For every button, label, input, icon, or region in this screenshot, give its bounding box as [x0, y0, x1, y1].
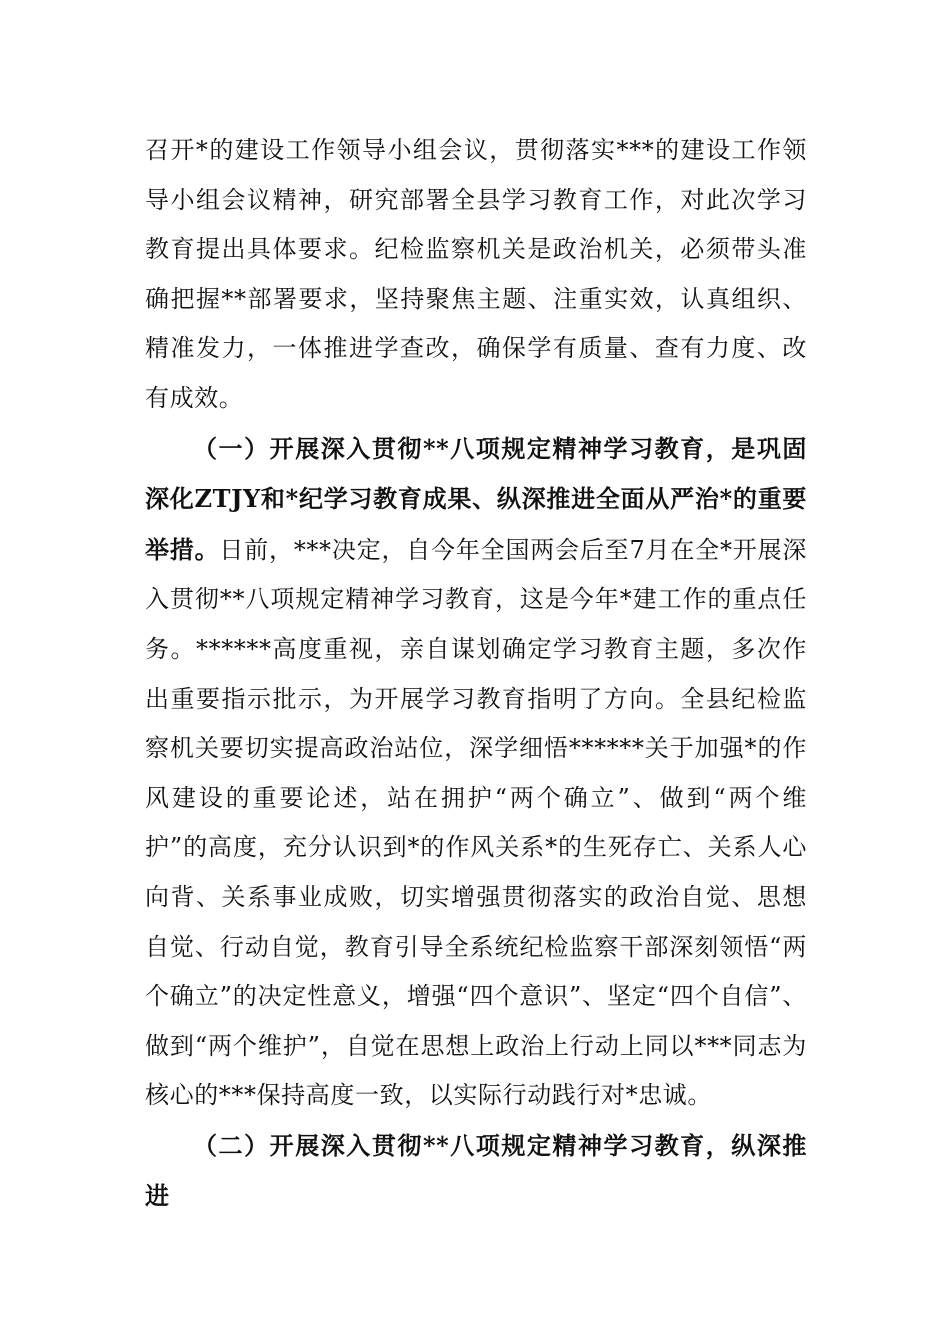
section-heading: （一）开展深入贯彻**八项规定精神学习教育，是巩固深化ZTJY和*纪学习教育成果、纵深推进全面从严治*的重要举措。	[145, 433, 807, 564]
paragraph-continuation	[145, 126, 807, 424]
paragraph-text: 召开*的建设工作领导小组会议，贯彻落实***的建设工作领导小组会议精神，研究部署全县学习教育工作，对此次学习教育提出具体要求。纪检监察机关是政治机关，必须带头准确把握**部署要求，坚持聚焦主题、注重实效，认真组织、精准发力，一体推进学查改，确保学有质量、查有力度、改有成效。	[145, 136, 807, 412]
paragraph-section-two	[145, 1121, 807, 1222]
paragraph-text: 日前，***决定，自今年全国两会后至7月在全*开展深入贯彻**八项规定精神学习教育，这是今年*建工作的重点任务。******高度重视，亲自谋划确定学习教育主题，多次作出重要指示批示，为开展学习教育指明了方向。全县纪检监察机关要切实提高政治站位，深学细悟******关于加强*的作风建设的重要论述，站在拥护“两个确立”、做到“两个维护”的高度，充分认识到*的作风关系*的生死存亡、关系人心向背、关系事业成败，切实增强贯彻落实的政治自觉、思想自觉、行动自觉，教育引导全系统纪检监察干部深刻领悟“两个确立”的决定性意义，增强“四个意识”、坚定“四个自信”、做到“两个维护”，自觉在思想上政治上行动上同以***同志为核心的***保持高度一致，以实际行动践行对*忠诚。	[145, 535, 807, 1110]
paragraph-section-one	[145, 424, 807, 1121]
document-body	[145, 126, 807, 1222]
section-heading: （二）开展深入贯彻**八项规定精神学习教育，纵深推进	[145, 1130, 807, 1211]
